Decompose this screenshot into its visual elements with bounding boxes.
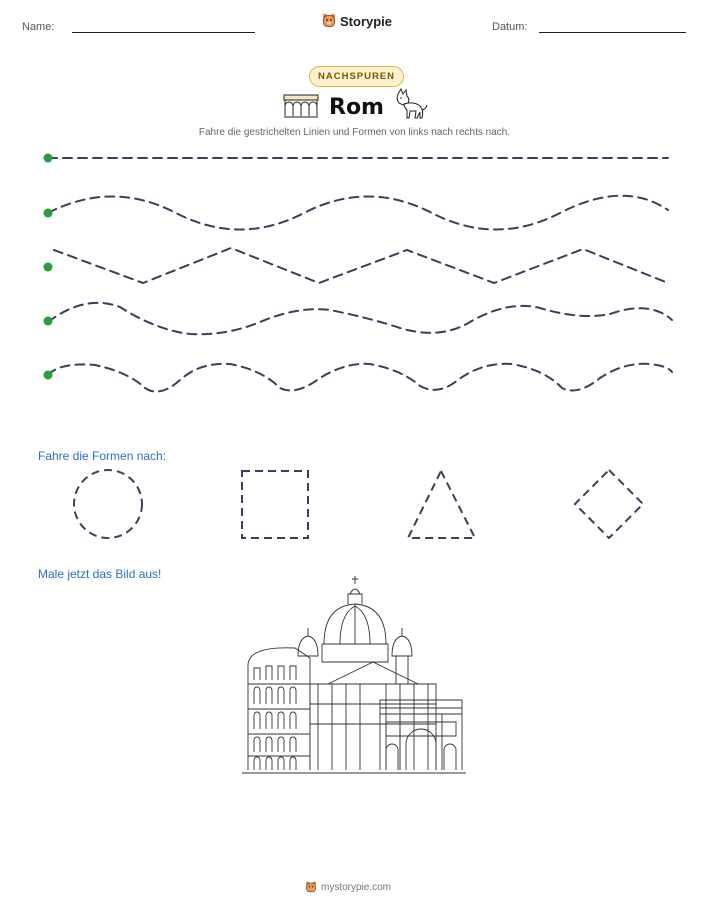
rome-landmarks-illustration xyxy=(240,574,468,778)
name-field[interactable] xyxy=(72,32,255,33)
start-dot xyxy=(44,371,53,380)
wolf-icon xyxy=(392,88,428,122)
date-field[interactable] xyxy=(539,32,686,33)
name-label: Name: xyxy=(22,21,55,33)
shapes-section-label: Fahre die Formen nach: xyxy=(38,449,167,463)
shape-square xyxy=(242,471,308,538)
shape-circle xyxy=(74,470,142,538)
worksheet-title: Rom xyxy=(329,95,384,120)
start-dot xyxy=(44,263,53,272)
worksheet-badge: NACHSPUREN xyxy=(309,66,404,87)
date-label: Datum: xyxy=(492,21,528,33)
start-dot xyxy=(44,209,53,218)
start-dot xyxy=(44,154,53,163)
coloring-section-label: Male jetzt das Bild aus! xyxy=(38,567,162,581)
tracing-line-wave-1 xyxy=(48,196,668,230)
tracing-line-zigzag xyxy=(54,248,668,283)
tracing-line-wave-3 xyxy=(48,364,672,392)
shape-triangle xyxy=(408,471,475,538)
bear-logo-icon xyxy=(322,13,336,29)
shape-diamond xyxy=(575,470,643,538)
footer-url[interactable]: mystorypie.com xyxy=(321,882,392,893)
instruction-text: Fahre die gestrichelten Linien und Formen von links nach rechts nach. xyxy=(198,127,511,138)
aqueduct-icon xyxy=(283,92,319,120)
brand-name: Storypie xyxy=(340,13,393,29)
tracing-line-wave-2 xyxy=(48,303,672,334)
bear-logo-icon xyxy=(305,881,317,894)
footer-brand xyxy=(305,881,391,894)
brand-logo xyxy=(322,13,392,29)
start-dot xyxy=(44,317,53,326)
